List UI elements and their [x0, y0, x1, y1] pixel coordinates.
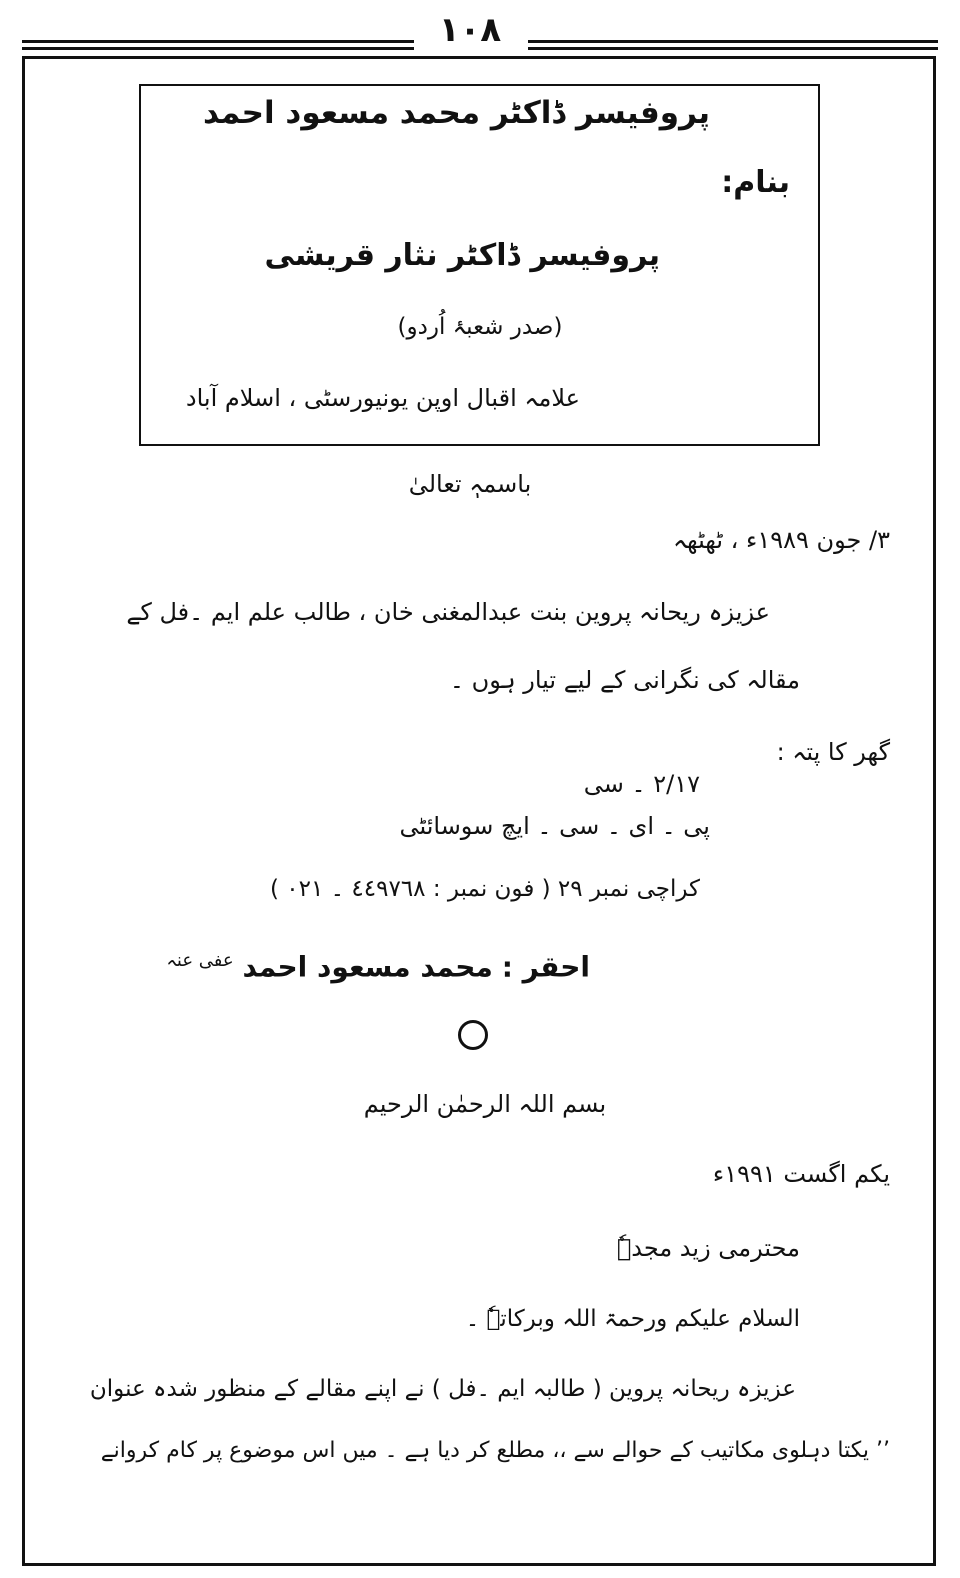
letter1-address-line1: ٢/١٧ ۔ سی: [583, 770, 700, 798]
section-divider-ornament: [458, 1020, 488, 1050]
top-rule-right: [528, 40, 938, 50]
page-number: ١٠٨: [438, 10, 502, 50]
recipient-name: پروفیسر ڈاکٹر نثار قریشی: [264, 238, 660, 273]
recipient-designation: (صدر شعبۂ اُردو): [397, 314, 563, 340]
letter1-signature: [140, 950, 590, 983]
letter2-salutation: محترمی زید مجدہٗ: [616, 1234, 800, 1262]
recipient-institution: علامہ اقبال اوپن یونیورسٹی ، اسلام آباد: [185, 384, 580, 412]
letter2-bismillah: بسم اللہ الرحمٰن الرحیم: [363, 1090, 607, 1118]
letter2-body-line2: ’’ یکتا دہلوی مکاتیب کے حوالے سے ،، مطلع کر دیا ہے ۔ میں اس موضوع پر کام کروانے: [100, 1438, 890, 1463]
letter1-body-line1: عزیزہ ریحانہ پروین بنت عبدالمغنی خان ، طالب علم ایم ۔فل کے: [126, 598, 770, 626]
signature-suffix: عفی عنہ: [166, 950, 234, 971]
letter2-date: یکم اگست ١٩٩١ء: [712, 1160, 890, 1188]
signature-name: محمد مسعود احمد: [242, 950, 493, 984]
letter2-body-line1: عزیزہ ریحانہ پروین ( طالبہ ایم ۔فل ) نے اپنے مقالے کے منظور شدہ عنوان: [89, 1376, 796, 1402]
letter2-greeting: السلام علیکم ورحمۃ اللہ وبرکاتہٗ ۔: [465, 1306, 800, 1332]
letter1-invocation: باسمہٖ تعالیٰ: [408, 470, 532, 498]
letter1-address-line3: کراچی نمبر ٢٩ ( فون نمبر : ٤٤٩٧٦٨ ۔ ٠٢١ ): [269, 876, 700, 902]
letter1-address-line2: پی ۔ ای ۔ سی ۔ ایچ سوسائٹی: [399, 812, 710, 840]
author-heading: پروفیسر ڈاکٹر محمد مسعود احمد: [202, 95, 710, 131]
top-rule-left: [22, 40, 414, 50]
letter1-address-label: گھر کا پتہ :: [776, 738, 890, 766]
to-label: بنام:: [721, 165, 790, 200]
letter1-body-line2: مقالہ کی نگرانی کے لیے تیار ہوں ۔: [449, 666, 800, 694]
letter1-date: ٣/ جون ١٩٨٩ء ، ٹھٹھہ: [672, 526, 890, 554]
signature-prefix: احقر :: [501, 950, 590, 984]
